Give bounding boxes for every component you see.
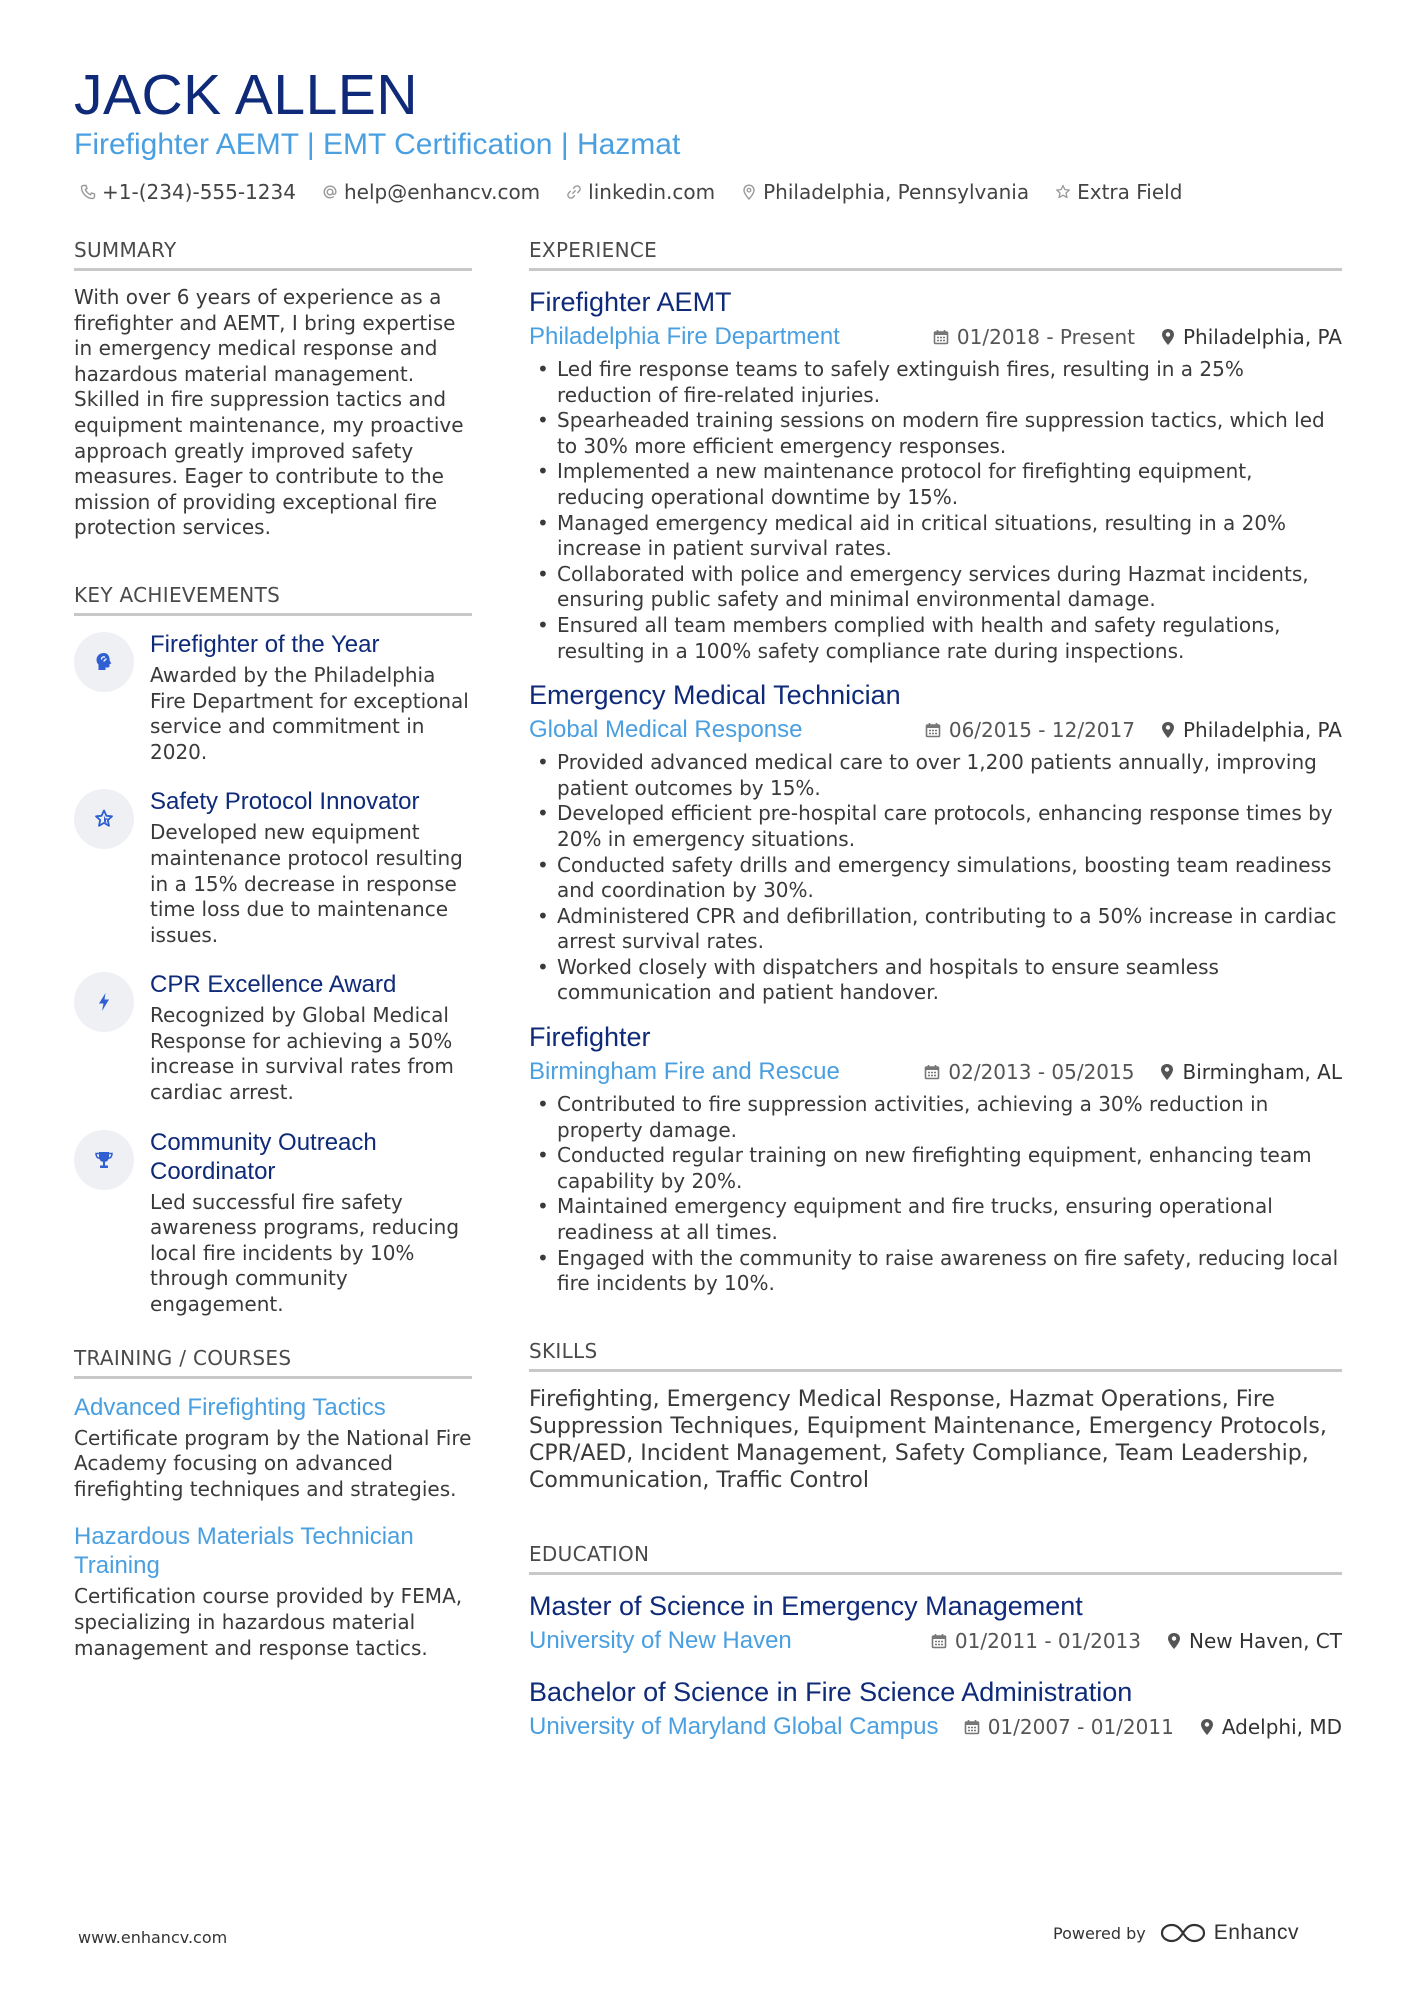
footer-website[interactable]: www.enhancv.com [78,1928,228,1947]
school-name: University of New Haven [529,1626,792,1654]
job-location [1161,716,1342,744]
star-icon [1055,184,1071,200]
job-location-text: Philadelphia, PA [1182,718,1342,743]
job-entry [529,285,1342,664]
education-meta [529,1711,1342,1743]
contact-email-text: help@enhancv.com [343,180,541,204]
contact-bar [80,178,1182,206]
right-column [529,236,1342,1757]
job-bullet: • Collaborated with police and emergency services during Hazmat incidents, ensuring public safety and minimal environmental damage. [529,562,1342,613]
contact-phone-text: +1-(234)-555-1234 [102,180,296,204]
job-dates-text: 01/2018 - Present [956,325,1135,349]
contact-email[interactable] [322,178,540,206]
link-icon [566,184,582,200]
achievement-body [150,787,472,948]
trophy-icon [93,1149,115,1171]
job-meta [529,321,1342,353]
job-bullet: • Maintained emergency equipment and fire trucks, ensuring operational readiness at all times. [529,1194,1342,1245]
contact-extra-text: Extra Field [1077,180,1183,204]
enhancv-logo-icon [1160,1921,1206,1945]
job-bullets [529,750,1342,1006]
job-date-location [924,1058,1342,1086]
skills-text: Firefighting, Emergency Medical Response, Hazmat Operations, Fire Suppression Techniques, Equipment Maintenance, Emergency Protocols, CPR/AED, Incident Management, Safety Compliance, Team Leadership, Communication, Traffic Control [529,1386,1327,1493]
experience-heading: EXPERIENCE [529,236,1342,271]
candidate-headline: Firefighter AEMT | EMT Certification | Hazmat [74,128,681,161]
job-date-location [925,716,1342,744]
brand-logo[interactable] [1160,1921,1299,1945]
summary-heading: SUMMARY [74,236,472,271]
achievement-icon-badge [74,789,134,849]
job-location-text: Birmingham, AL [1182,1060,1342,1085]
achievement-icon-badge [74,1130,134,1190]
job-title: Emergency Medical Technician [529,680,901,711]
degree-title: Bachelor of Science in Fire Science Administration [529,1676,1133,1707]
achievement-body [150,970,472,1105]
job-bullet: • Conducted safety drills and emergency simulations, boosting team readiness and coordination by 30%. [529,853,1342,904]
calendar-icon [925,722,941,738]
summary-text: With over 6 years of experience as a firefighter and AEMT, I bring expertise in emergency medical response and hazardous material management. Skilled in fire suppression tactics and equipment maintenance, my proactive approach greatly improved safety measures. Eager to contribute to the mission of providing exceptional fire protection services. [74,285,464,540]
achievement-icon-badge [74,632,134,692]
job-dates [925,716,1135,744]
education-dates [964,1713,1174,1741]
contact-extra [1055,178,1182,206]
job-company: Global Medical Response [529,716,803,744]
skills-section [529,1337,1342,1494]
education-entry [529,1675,1342,1743]
job-entry [529,678,1342,1006]
star-icon [93,808,115,830]
calendar-icon [931,1633,947,1649]
education-location-text: Adelphi, MD [1221,1714,1342,1739]
achievement-title: Safety Protocol Innovator [150,788,420,816]
achievement-icon-badge [74,972,134,1032]
education-location [1200,1713,1342,1741]
achievement-item [74,630,472,765]
job-bullet: • Contributed to fire suppression activities, achieving a 30% reduction in property damage. [529,1092,1342,1143]
job-location [1161,323,1342,351]
job-meta [529,714,1342,746]
course-title: Hazardous Materials Technician Training [74,1523,414,1580]
education-meta [529,1625,1342,1657]
job-dates [933,323,1135,351]
achievements-section [74,581,472,1318]
job-bullet: • Worked closely with dispatchers and hospitals to ensure seamless communication and patient handover. [529,955,1342,1006]
course-text: Certification course provided by FEMA, specializing in hazardous material management and response tactics. [74,1584,463,1660]
job-bullets [529,357,1342,664]
phone-icon [80,184,96,200]
achievement-text: Recognized by Global Medical Response for achieving a 50% increase in survival rates from cardiac arrest. [150,1003,454,1105]
achievement-text: Developed new equipment maintenance protocol resulting in a 15% decrease in response time loss due to maintenance issues. [150,820,463,947]
calendar-icon [964,1719,980,1735]
location-icon [1161,721,1175,739]
achievement-item [74,1128,472,1318]
calendar-icon [933,329,949,345]
job-dates-text: 06/2015 - 12/2017 [948,718,1135,743]
education-date-location [931,1627,1342,1655]
achievement-body [150,1128,472,1318]
education-dates [931,1627,1141,1655]
location-icon [1160,1063,1174,1081]
achievement-body [150,630,472,765]
education-location [1167,1627,1342,1655]
contact-linkedin-text: linkedin.com [588,180,716,204]
location-icon [1167,1632,1181,1650]
job-location [1160,1058,1342,1086]
achievement-item [74,970,472,1105]
job-date-location [933,323,1342,351]
course-text: Certificate program by the National Fire Academy focusing on advanced firefighting techniques and strategies. [74,1425,472,1501]
location-icon [741,184,757,200]
course-title: Advanced Firefighting Tactics [74,1393,386,1421]
contact-linkedin[interactable] [566,178,715,206]
contact-phone[interactable] [80,178,296,206]
candidate-name: JACK ALLEN [74,63,418,127]
brand-name: Enhancv [1213,1921,1299,1944]
job-bullets [529,1092,1342,1297]
school-name: University of Maryland Global Campus [529,1712,939,1740]
course-item [74,1522,472,1661]
achievement-title: CPR Excellence Award [150,971,397,999]
degree-title: Master of Science in Emergency Management [529,1590,1083,1621]
education-date-location [964,1713,1342,1741]
achievement-text: Awarded by the Philadelphia Fire Department for exceptional service and commitment in 2020. [150,662,469,764]
location-icon [1161,328,1175,346]
achievement-text: Led successful fire safety awareness programs, reducing local fire incidents by 10% through community engagement. [150,1189,460,1317]
course-item [74,1393,472,1503]
education-heading: EDUCATION [529,1540,1342,1575]
achievement-title: Firefighter of the Year [150,630,380,658]
powered-by-label: Powered by [1053,1923,1146,1943]
left-column [74,236,472,1681]
job-dates-text: 02/2013 - 05/2015 [948,1060,1135,1085]
job-bullet: • Ensured all team members complied with health and safety regulations, resulting in a 100% safety compliance rate during inspections. [529,613,1342,664]
job-entry [529,1020,1342,1297]
calendar-icon [924,1064,940,1080]
job-bullet: • Implemented a new maintenance protocol for firefighting equipment, reducing operational downtime by 15%. [529,459,1342,510]
contact-location-text: Philadelphia, Pennsylvania [763,180,1030,204]
skills-heading: SKILLS [529,1337,1342,1372]
job-bullet: • Provided advanced medical care to over 1,200 patients annually, improving patient outcomes by 15%. [529,750,1342,801]
job-bullet: • Engaged with the community to raise awareness on fire safety, reducing local fire incidents by 10%. [529,1246,1342,1297]
achievement-title: Community Outreach Coordinator [150,1128,377,1185]
contact-location [741,178,1029,206]
job-bullet: • Managed emergency medical aid in critical situations, resulting in a 20% increase in patient survival rates. [529,511,1342,562]
job-company: Birmingham Fire and Rescue [529,1058,840,1086]
footer-branding [1053,1921,1299,1945]
location-icon [1200,1718,1214,1736]
bolt-icon [93,991,115,1013]
education-entry [529,1589,1342,1657]
job-bullet: • Led fire response teams to safely extinguish fires, resulting in a 25% reduction of fire-related injuries. [529,357,1342,408]
brain-head-icon [93,651,115,673]
education-section [529,1540,1342,1743]
job-title: Firefighter [529,1022,651,1053]
training-heading: TRAINING / COURSES [74,1344,472,1379]
achievement-item [74,787,472,948]
summary-section [74,236,472,541]
training-section [74,1344,472,1662]
at-icon [322,184,338,200]
job-bullet: • Administered CPR and defibrillation, contributing to a 50% increase in cardiac arrest survival rates. [529,904,1342,955]
job-company: Philadelphia Fire Department [529,323,840,350]
education-location-text: New Haven, CT [1189,1628,1342,1653]
job-meta [529,1056,1342,1088]
job-bullet: • Spearheaded training sessions on modern fire suppression tactics, which led to 30% more efficient emergency responses. [529,408,1342,459]
job-bullet: • Conducted regular training on new firefighting equipment, enhancing team capability by 20%. [529,1143,1342,1194]
job-location-text: Philadelphia, PA [1182,325,1342,349]
education-dates-text: 01/2011 - 01/2013 [954,1628,1141,1653]
job-title: Firefighter AEMT [529,287,732,317]
job-bullet: • Developed efficient pre-hospital care protocols, enhancing response times by 20% in emergency situations. [529,801,1342,852]
achievements-heading: KEY ACHIEVEMENTS [74,581,472,616]
job-dates [924,1058,1134,1086]
education-dates-text: 01/2007 - 01/2011 [987,1714,1174,1739]
experience-section [529,236,1342,1297]
